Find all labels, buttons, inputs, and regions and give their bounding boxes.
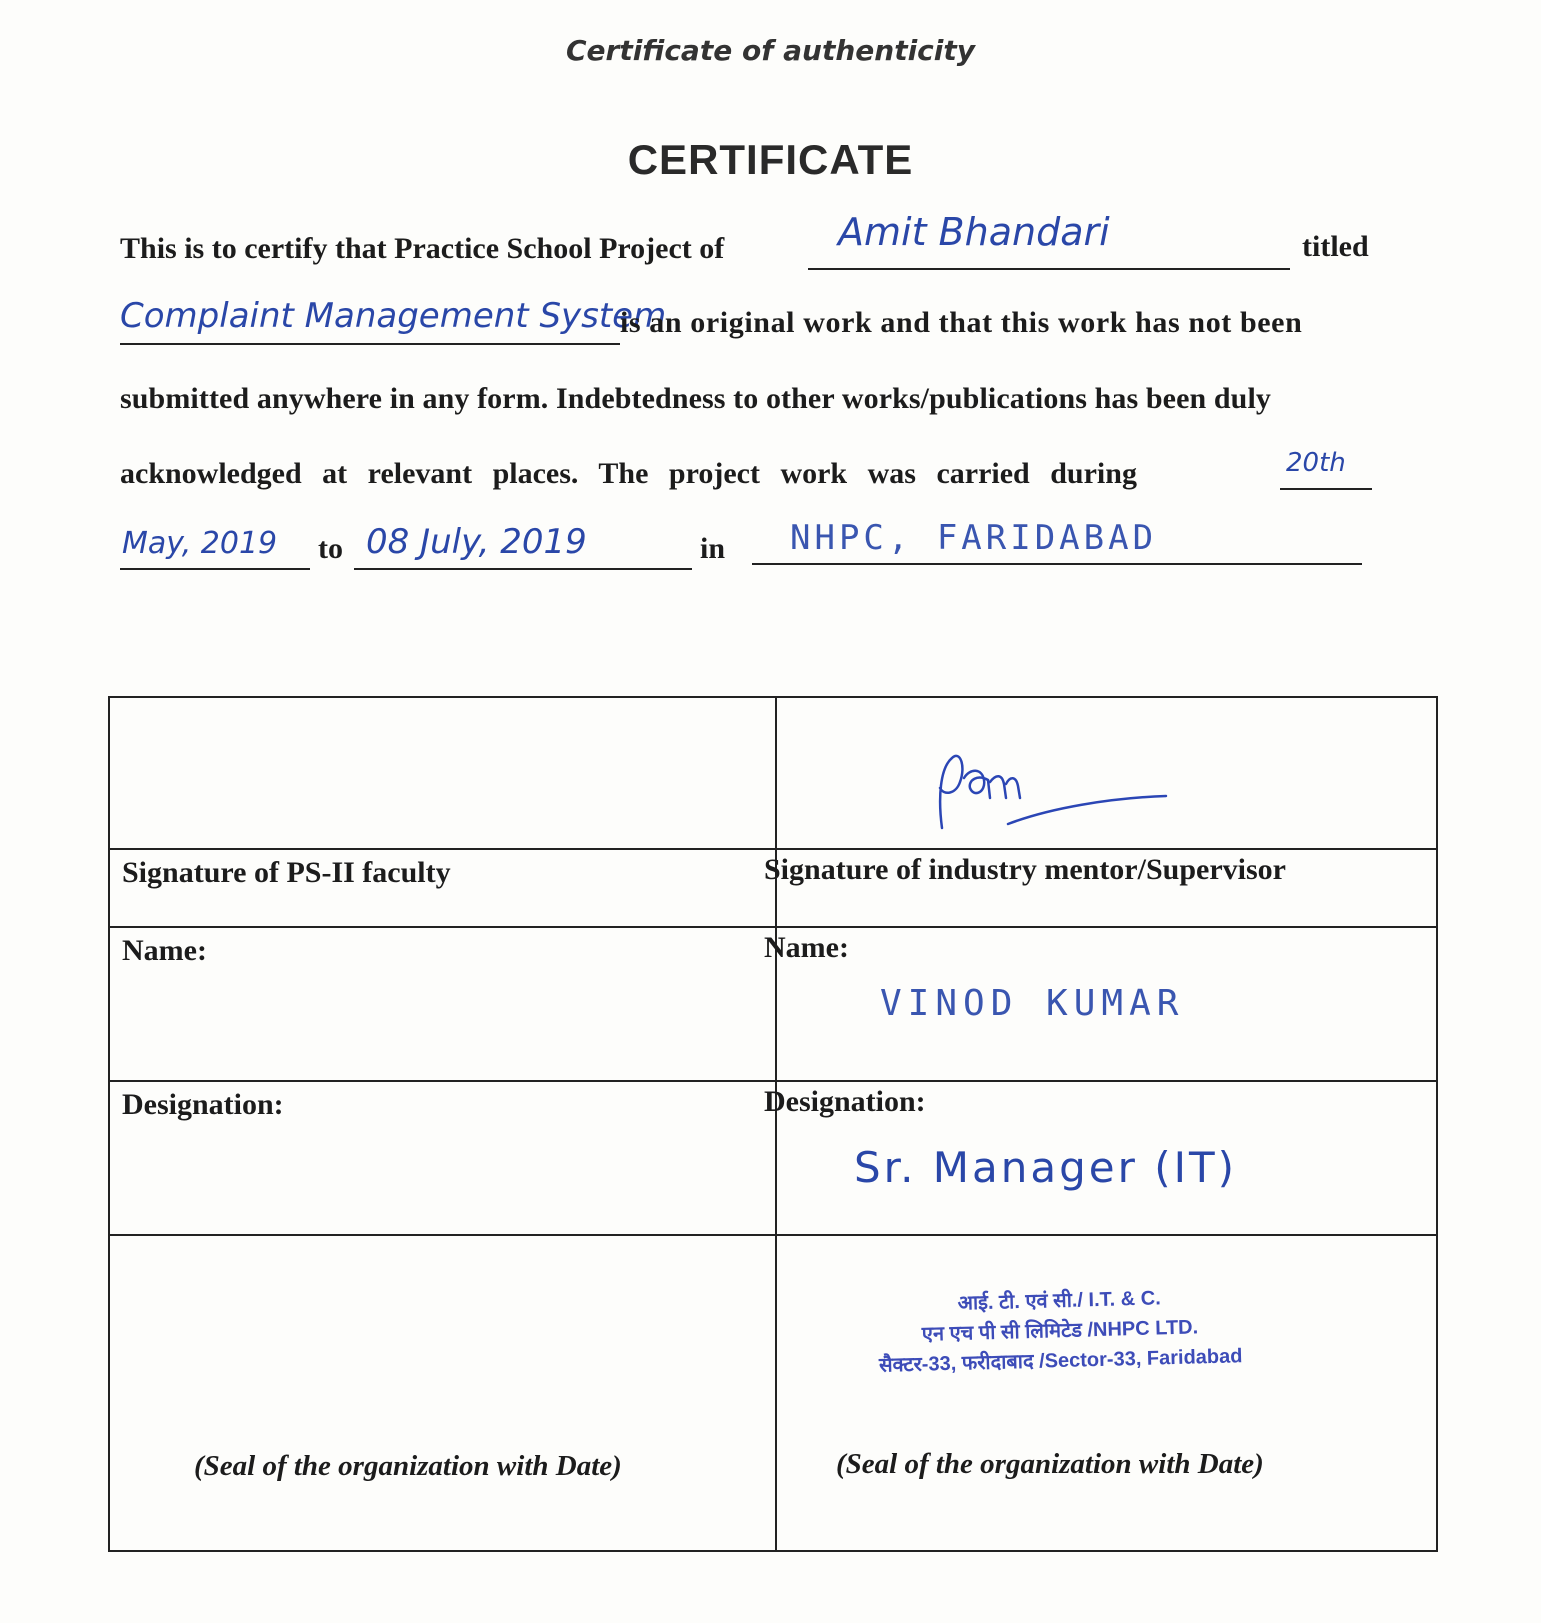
header-caption: Certificate of authenticity — [565, 34, 976, 67]
stamp-line-3: सैक्टर-33, फरीदाबाद /Sector-33, Faridabad — [878, 1345, 1243, 1377]
mentor-signature-label: Signature of industry mentor/Supervisor — [764, 853, 1286, 886]
signature-table — [108, 696, 1438, 1552]
mentor-seal-caption: (Seal of the organization with Date) — [836, 1448, 1264, 1480]
start-date-underline — [120, 568, 310, 570]
mentor-designation-handwritten: Sr. Manager (IT) — [854, 1143, 1238, 1192]
page-title: CERTIFICATE — [627, 136, 914, 183]
table-row-divider-2 — [110, 926, 1436, 928]
student-name-underline — [808, 268, 1290, 270]
mentor-name-handwritten: VINOD KUMAR — [880, 983, 1185, 1024]
student-name-handwritten: Amit Bhandari — [838, 210, 1110, 254]
faculty-signature-label: Signature of PS-II faculty — [122, 856, 451, 889]
mentor-name-label: Name: — [764, 931, 849, 964]
stamp-line-1: आई. टी. एवं सी./ I.T. & C. — [957, 1287, 1162, 1315]
in-word: in — [700, 532, 726, 565]
faculty-designation-label: Designation: — [122, 1088, 284, 1121]
to-word: to — [318, 532, 343, 565]
end-date-underline — [354, 568, 692, 570]
mentor-signature — [930, 738, 1170, 838]
table-center-divider — [775, 698, 777, 1550]
stamp-line-2: एन एच पी सी लिमिटेड /NHPC LTD. — [921, 1316, 1199, 1346]
body-line1-end: titled — [1302, 230, 1369, 263]
organization-stamp — [829, 1280, 1291, 1382]
start-date-handwritten: May, 2019 — [122, 526, 278, 561]
project-title-underline — [120, 343, 620, 345]
body-line1-start: This is to certify that Practice School Project of — [120, 232, 725, 265]
start-day-handwritten: 20th — [1286, 448, 1346, 478]
mentor-designation-label: Designation: — [764, 1085, 926, 1118]
end-date-handwritten: 08 July, 2019 — [366, 522, 587, 562]
faculty-seal-caption: (Seal of the organization with Date) — [194, 1450, 622, 1482]
start-day-underline — [1280, 488, 1372, 490]
location-handwritten: NHPC, FARIDABAD — [790, 518, 1158, 558]
table-row-divider-4 — [110, 1234, 1436, 1236]
body-line4: acknowledged at relevant places. The project work was carried during — [120, 457, 1137, 490]
location-underline — [752, 563, 1362, 565]
faculty-name-label: Name: — [122, 934, 207, 967]
project-title-handwritten: Complaint Management System — [120, 296, 667, 336]
table-row-divider-1 — [110, 848, 1436, 850]
body-line3: submitted anywhere in any form. Indebtedness to other works/publications has been duly — [120, 382, 1271, 415]
body-line2-end: is an original work and that this work has not been — [620, 306, 1303, 339]
table-row-divider-3 — [110, 1080, 1436, 1082]
